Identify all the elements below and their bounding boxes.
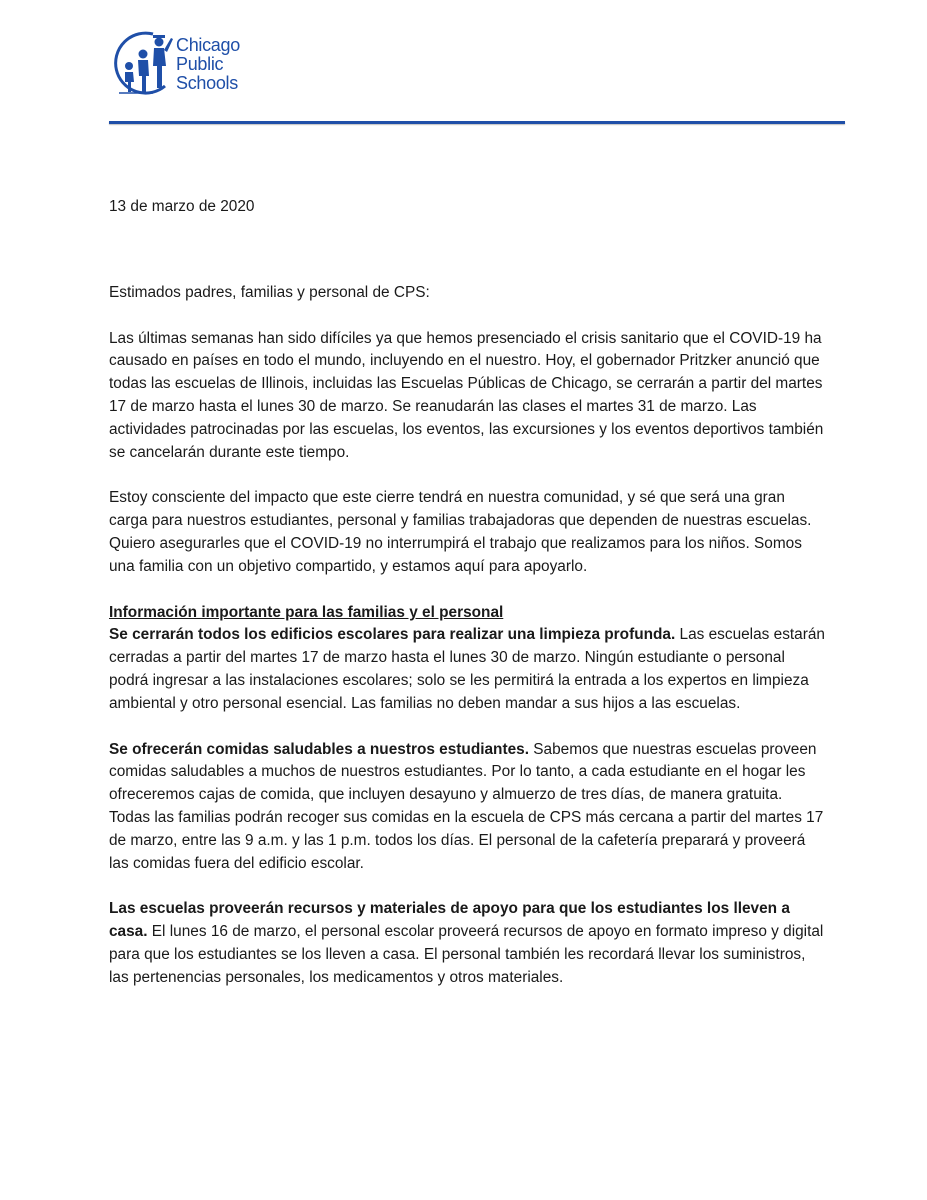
section-2-lead: Se ofrecerán comidas saludables a nuestros estudiantes.	[109, 740, 529, 758]
section-3-body: El lunes 16 de marzo, el personal escolar proveerá recursos de apoyo en formato impreso y digital para que los estudiantes se los lleven a casa. El personal también les recordará llevar los suministros, las pertenencias personales, los medicamentos y otros materiales.	[109, 923, 824, 986]
section-1-lead: Se cerrarán todos los edificios escolares para realizar una limpieza profunda.	[109, 626, 676, 644]
section-1	[109, 624, 827, 715]
section-3	[109, 898, 827, 989]
cps-logo-wordmark	[176, 36, 240, 93]
section-3-lead: Las escuelas proveerán recursos y materiales de apoyo para que los estudiantes los lleven a casa.	[109, 900, 790, 941]
logo-line-1: Chicago	[176, 35, 240, 55]
logo-line-2: Public	[176, 54, 224, 74]
logo-line-3: Schools	[176, 73, 238, 93]
cps-logo	[113, 26, 273, 98]
letter-greeting: Estimados padres, familias y personal de CPS:	[109, 283, 430, 301]
letter-date: 13 de marzo de 2020	[109, 198, 255, 215]
cps-logo-emblem-icon	[113, 26, 177, 98]
section-2-body: Sabemos que nuestras escuelas proveen comidas saludables a muchos de nuestros estudiantes. Por lo tanto, a cada estudiante en el hogar les ofreceremos cajas de comida, que incluyen desayuno y almuerzo de tres días, de manera gratuita. Todas las familias podrán recoger sus comidas en la escuela de CPS más cercana a partir del martes 17 de marzo, entre las 9 a.m. y las 1 p.m. todos los días. El personal de la cafetería preparará y proveerá las comidas fuera del edificio escolar.	[109, 740, 824, 872]
paragraph-2: Estoy consciente del impacto que este cierre tendrá en nuestra comunidad, y sé que será una gran carga para nuestros estudiantes, personal y familias trabajadoras que dependen de nuestras escuelas. Quiero asegurarles que el COVID-19 no interrumpirá el trabajo que realizamos para los niños. Somos una familia con un objetivo compartido, y estamos aquí para apoyarlo.	[109, 489, 812, 575]
paragraph-1: Las últimas semanas han sido difíciles ya que hemos presenciado el crisis sanitario que el COVID-19 ha causado en países en todo el mundo, incluyendo en el nuestro. Hoy, el gobernador Pritzker anunció que todas las escuelas de Illinois, incluidas las Escuelas Públicas de Chicago, se cerrarán a partir del martes 17 de marzo hasta el lunes 30 de marzo. Se reanudarán las clases el martes 31 de marzo. Las actividades patrocinadas por las escuelas, los eventos, las excursiones y los eventos deportivos también se cancelarán durante este tiempo.	[109, 329, 824, 461]
section-1-body: Las escuelas estarán cerradas a partir del martes 17 de marzo hasta el lunes 30 de marzo. Ningún estudiante o personal podrá ingresar a las instalaciones escolares; solo se les permitirá la entrada a los expertos en limpieza ambiental y otro personal esencial. Las familias no deben mandar a sus hijos a las escuelas.	[109, 626, 825, 712]
section-2	[109, 739, 827, 876]
section-heading: Información importante para las familias y el personal	[109, 603, 504, 621]
letter-body	[109, 196, 827, 1013]
header-divider	[109, 121, 845, 124]
